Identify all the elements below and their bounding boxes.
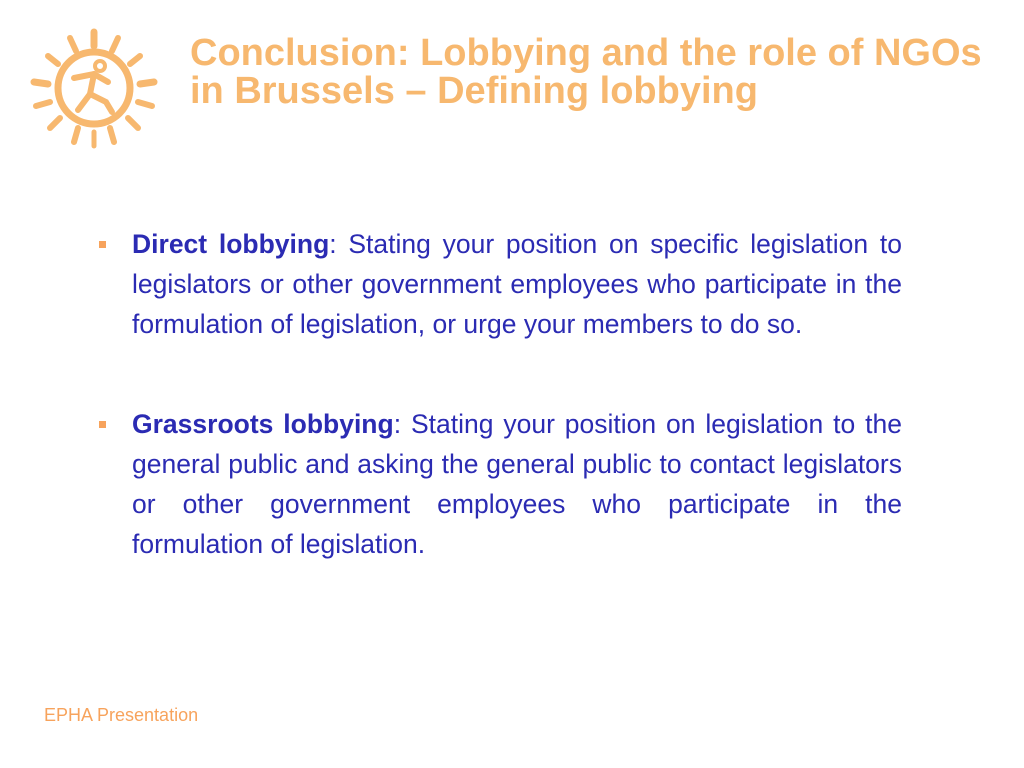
square-bullet-icon (99, 241, 106, 248)
bullet-text (132, 404, 902, 564)
bullet-term: Grassroots lobbying (132, 409, 394, 439)
bullet-separator: : (329, 229, 337, 259)
footer-text: EPHA Presentation (44, 705, 199, 725)
bullet-description: Stating your position on legislation to the general public and asking the general public to contact legislators or other government employees who participate in the formulation of legislation. (132, 409, 902, 559)
bullet-text (132, 224, 902, 344)
bullet-separator: : (393, 409, 402, 439)
bullet-item-direct-lobbying (96, 224, 902, 344)
sun-logo-icon (28, 26, 160, 150)
bullet-description: Stating your position on specific legislation to legislators or other government employees who participate in the formulation of legislation, or urge your members to do so. (132, 229, 902, 339)
bullet-term: Direct lobbying (132, 229, 330, 259)
bullet-list (96, 224, 902, 624)
square-bullet-icon (99, 421, 106, 428)
bullet-item-grassroots-lobbying (96, 404, 902, 564)
slide-title: Conclusion: Lobbying and the role of NGOs in Brussels – Defining lobbying (190, 32, 982, 112)
